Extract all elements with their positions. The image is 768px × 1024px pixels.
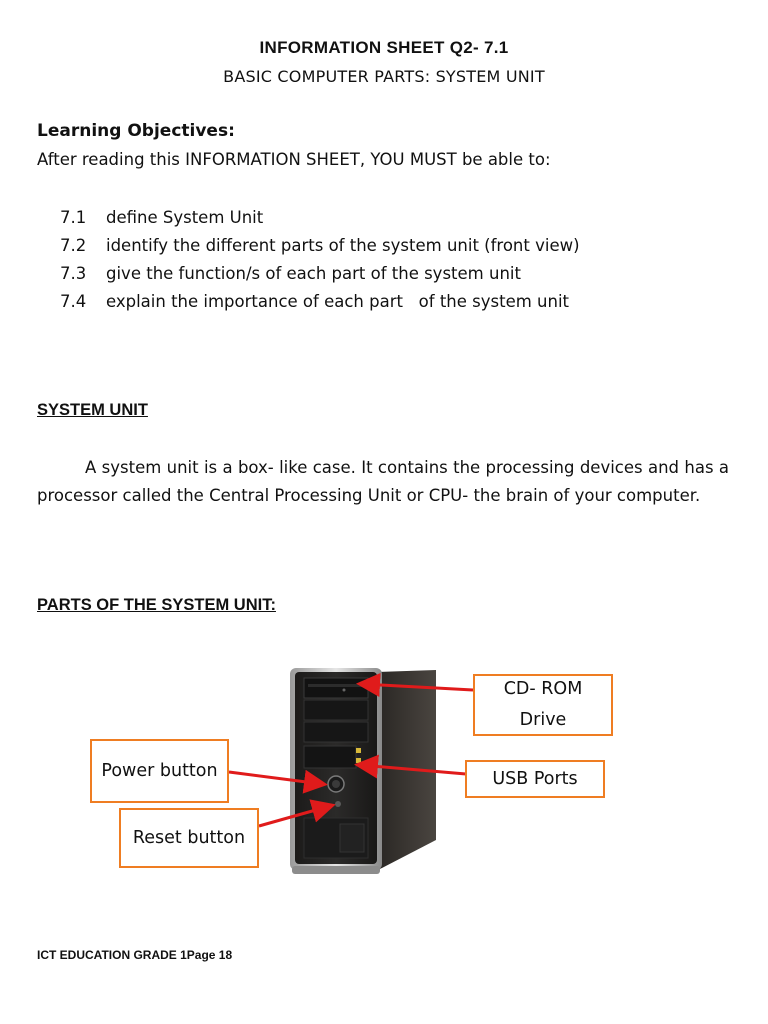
objectives-intro: After reading this INFORMATION SHEET, YOU MUST be able to: (37, 150, 551, 169)
objective-text: give the function/s of each part of the system unit (106, 264, 521, 283)
cd-rom-bay (304, 678, 368, 698)
objective-text: define System Unit (106, 208, 264, 227)
objective-text: identify the different parts of the system unit (front view) (106, 236, 580, 255)
usb-port-1 (356, 748, 361, 753)
objective-text: explain the importance of each part of the system unit (106, 292, 570, 311)
page-title: INFORMATION SHEET Q2- 7.1 (259, 38, 509, 57)
objective-item (60, 260, 580, 288)
system-unit-heading: SYSTEM UNIT (37, 401, 148, 419)
objective-item (60, 232, 580, 260)
objective-item (60, 288, 580, 316)
page-footer: ICT EDUCATION GRADE 1Page 18 (37, 948, 233, 962)
cd-rom-callout: CD- ROM Drive (473, 674, 613, 736)
reset-button-shape (335, 801, 341, 807)
objective-number: 7.4 (60, 292, 87, 311)
page-subtitle: BASIC COMPUTER PARTS: SYSTEM UNIT (223, 67, 545, 86)
tower-side-panel (378, 670, 436, 870)
parts-heading: PARTS OF THE SYSTEM UNIT: (37, 596, 276, 614)
objective-number: 7.2 (60, 236, 87, 255)
reset-callout: Reset button (119, 808, 259, 868)
small-bay (304, 746, 356, 768)
objective-item (60, 204, 580, 232)
system-unit-illustration (280, 660, 450, 880)
system-unit-paragraph: A system unit is a box- like case. It contains the processing devices and has a processor called the Central Processing Unit or CPU- the brain of your computer. (37, 458, 729, 505)
tower-base (292, 866, 380, 874)
usb-callout: USB Ports (465, 760, 605, 798)
drive-bay (304, 700, 368, 720)
objective-number: 7.3 (60, 264, 87, 283)
objectives-list (60, 204, 580, 316)
learning-objectives-heading: Learning Objectives: (37, 121, 235, 141)
power-callout: Power button (90, 739, 229, 803)
drive-bay (304, 722, 368, 742)
objective-number: 7.1 (60, 208, 87, 227)
usb-port-2 (356, 758, 361, 763)
